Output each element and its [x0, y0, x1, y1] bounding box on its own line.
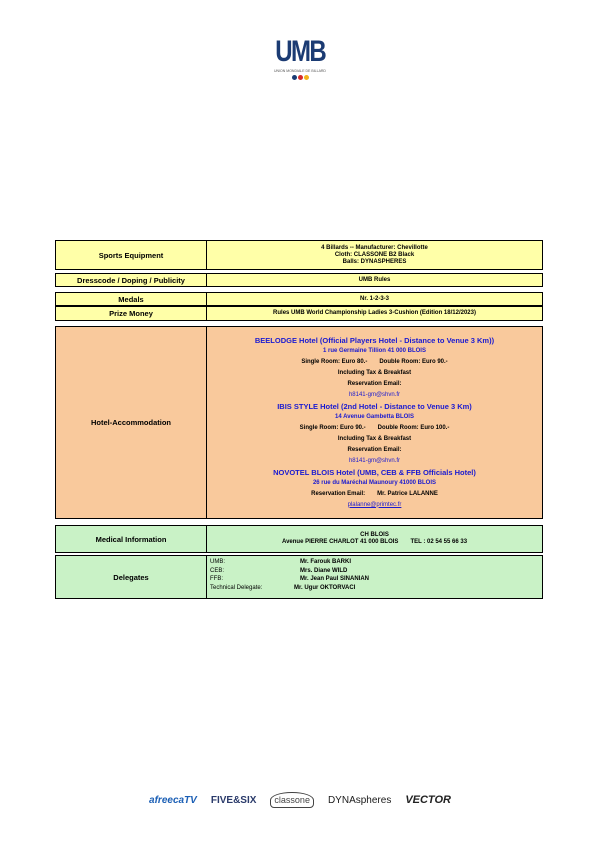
row-dresscode [55, 273, 543, 287]
medical-line-1: CH BLOIS [360, 532, 389, 538]
equipment-line-1: 4 Billards -- Manufacturer: Chevillotte [321, 244, 428, 251]
hotel2-single: Single Room: Euro 90.- [299, 424, 366, 431]
hotel2-res: Reservation Email: [347, 446, 402, 453]
sponsor-afreecatv: afreecaTV [149, 794, 197, 806]
hotel1-title: BEELODGE Hotel (Official Players Hotel - Distance to Venue 3 Km)) [254, 335, 495, 345]
label-delegates: Delegates [56, 556, 207, 598]
sponsor-logos [0, 786, 600, 814]
delegate-role: FFB: [210, 576, 223, 582]
logo-dots [262, 75, 338, 80]
delegate-role: CEB: [210, 567, 225, 574]
sponsor-fivesix: FIVE&SIX [210, 794, 257, 806]
row-prize-money [55, 306, 543, 321]
delegate-role: UMB: [210, 559, 225, 565]
label-medals: Medals [56, 293, 207, 305]
hotel3-title: NOVOTEL BLOIS Hotel (UMB, CEB & FFB Officials Hotel) [273, 467, 476, 477]
hotel1-single: Single Room: Euro 80.- [301, 358, 368, 365]
equipment-line-2: Cloth: CLASSONE B2 Black [334, 251, 415, 258]
value-medical [207, 526, 542, 552]
hotel1-address: 1 rue Germaine Tillion 41 000 BLOIS [323, 347, 426, 354]
logo-word: UMB [275, 35, 325, 68]
label-sports-equipment: Sports Equipment [56, 241, 207, 269]
hotel1-res: Reservation Email: [347, 380, 402, 387]
value-dresscode: UMB Rules [358, 276, 391, 283]
value-delegates [207, 556, 542, 598]
value-hotel [207, 327, 542, 518]
label-hotel: Hotel-Accommodation [56, 327, 207, 518]
row-delegates [55, 555, 543, 599]
equipment-line-3: Balls: DYNASPHERES [342, 258, 407, 265]
hotel2-incl: Including Tax & Breakfast [337, 435, 412, 442]
logo-dot-yellow [304, 75, 309, 80]
row-hotel [55, 326, 543, 519]
hotel1-email[interactable]: h8141-gm@shvn.fr [348, 391, 401, 398]
hotel3-email[interactable]: plalanne@primtec.fr [347, 501, 402, 508]
value-prize-money: Rules UMB World Championship Ladies 3-Cushion (Edition 18/12/2023) [273, 310, 476, 316]
delegate-row [210, 558, 539, 567]
delegate-name: Mr. Farouk BARKI [300, 559, 352, 565]
umb-logo [262, 36, 338, 92]
delegate-row [210, 584, 539, 593]
hotel3-address: 26 rue du Maréchal Maunoury 41000 BLOIS [312, 479, 437, 486]
sponsor-dynaspheres: DYNAspheres [327, 794, 392, 806]
hotel2-double: Double Room: Euro 100.- [377, 424, 450, 431]
medical-line-2 [282, 539, 467, 546]
logo-subtitle: UNION MONDIALE DE BILLARD [274, 69, 326, 73]
delegate-name: Mr. Jean Paul SINANIAN [300, 576, 370, 582]
medical-tel: TEL : 02 54 55 66 33 [410, 539, 468, 545]
label-medical: Medical Information [56, 526, 207, 552]
delegate-name: Mrs. Diane WILD [300, 567, 348, 574]
label-dresscode: Dresscode / Doping / Publicity [56, 274, 207, 286]
row-sports-equipment [55, 240, 543, 270]
logo-dot-blue [292, 75, 297, 80]
delegate-role: Technical Delegate: [210, 584, 263, 591]
sponsor-vector: VECTOR [405, 794, 451, 806]
delegate-row [210, 567, 539, 576]
logo-dot-red [298, 75, 303, 80]
hotel3-res-line [311, 489, 438, 500]
delegate-name: Mr. Ugur OKTORVACI [294, 584, 356, 591]
hotel3-contact: Mr. Patrice LALANNE [377, 490, 438, 497]
value-medals: Nr. 1-2-3-3 [359, 295, 389, 302]
hotel1-incl: Including Tax & Breakfast [337, 369, 412, 376]
medical-address: Avenue PIERRE CHARLOT 41 000 BLOIS [281, 539, 399, 545]
hotel1-double: Double Room: Euro 90.- [379, 358, 448, 365]
delegate-row [210, 575, 539, 584]
sponsor-classone: classone [270, 792, 314, 808]
hotel2-title: IBIS STYLE Hotel (2nd Hotel - Distance to Venue 3 Km) [277, 401, 472, 411]
hotel2-email[interactable]: h8141-gm@shvn.fr [348, 457, 401, 464]
label-prize-money: Prize Money [56, 307, 207, 320]
hotel3-res: Reservation Email: [311, 490, 366, 497]
value-sports-equipment [207, 241, 542, 269]
hotel2-address: 14 Avenue Gambetta BLOIS [335, 413, 414, 420]
hotel1-rates [301, 357, 447, 368]
row-medals [55, 292, 543, 306]
hotel2-rates [300, 423, 450, 434]
row-medical [55, 525, 543, 553]
